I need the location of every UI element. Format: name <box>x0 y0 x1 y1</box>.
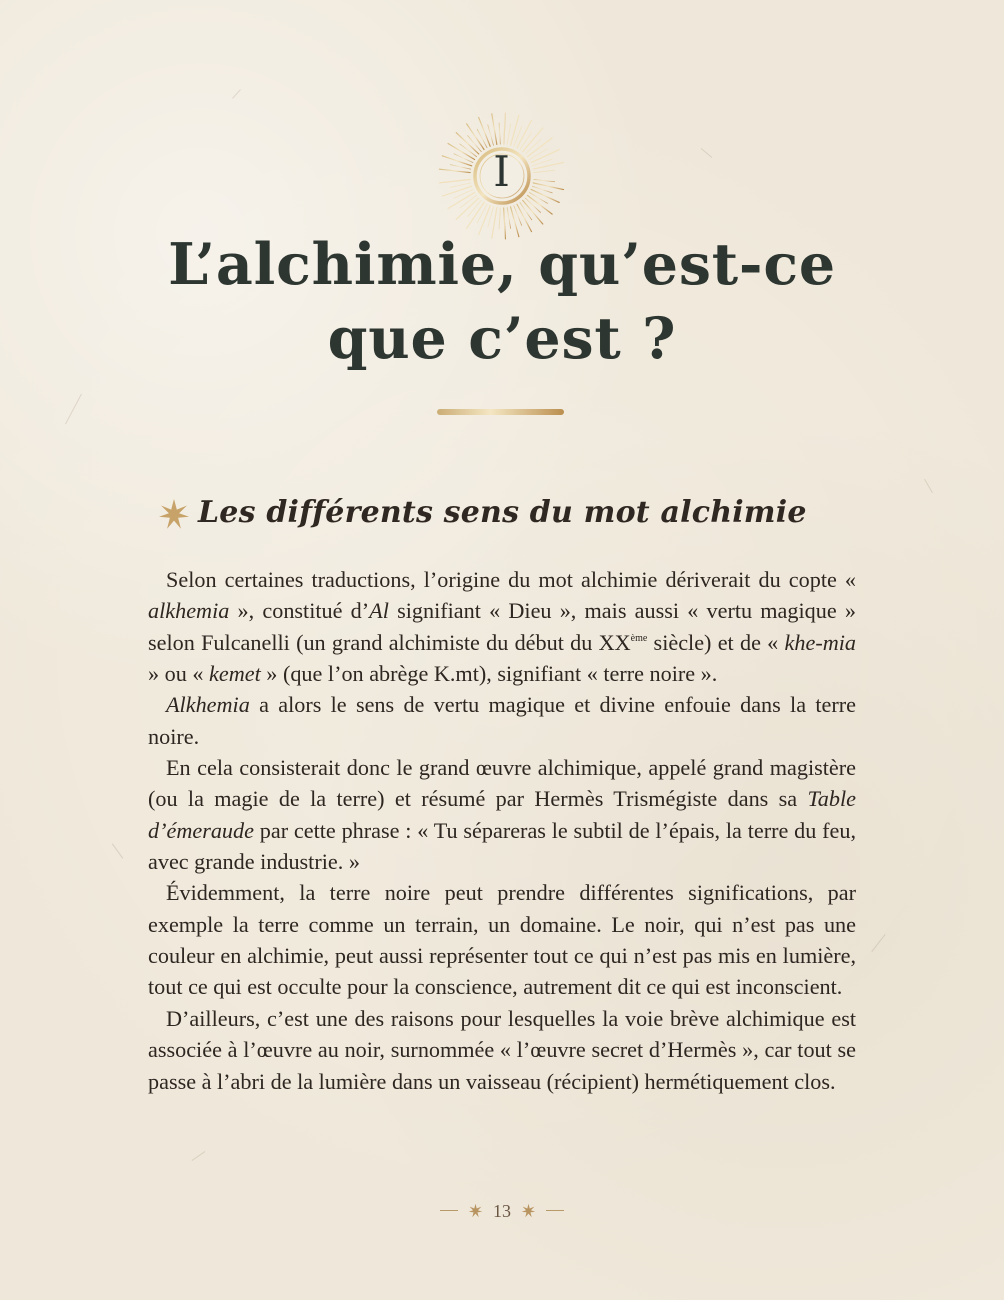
sunburst-ray <box>477 129 487 148</box>
sunburst-ray <box>507 208 510 229</box>
sunburst-ray <box>504 113 506 144</box>
star-icon <box>521 1203 536 1218</box>
sunburst-ray <box>499 123 500 144</box>
paragraph: D’ailleurs, c’est une des raisons pour lesquelles la voie brève alchimique est associée à l’œuvre au noir, surnommée « l’œuvre secret d’Hermès », car tout se passe à l’abri de la lumière dans un vaisseau (récipient) hermétiquement clos. <box>148 1005 856 1094</box>
sunburst-ray <box>479 117 490 146</box>
body-text <box>148 564 856 1097</box>
text-span: siècle) et de « <box>647 629 785 655</box>
sunburst-ray <box>507 124 510 145</box>
paragraph <box>148 752 856 877</box>
sunburst-ray <box>499 208 500 229</box>
text-span: signifiant « Dieu », mais aussi « vertu magique » selon Fulcanelli (un grand alchimiste du début du <box>148 598 856 655</box>
star-icon <box>468 1203 483 1218</box>
chapter-emblem <box>432 106 572 246</box>
text-span: a alors le sens de vertu magique et divine enfouie dans la terre noire. <box>148 692 856 749</box>
chapter-title <box>112 228 892 376</box>
text-span: Selon certaines traductions, l’origine du mot alchimie dériverait du copte « <box>166 567 856 592</box>
title-divider <box>437 409 564 415</box>
page-number: 13 <box>493 1200 511 1221</box>
footer-rule <box>440 1210 458 1211</box>
paragraph: Évidemment, la terre noire peut prendre différentes significations, par exemple la terre comme un terrain, un domaine. Le noir, qui n’est pas une couleur en alchimie, peut aussi représenter tout ce qui n’est pas mis en lumière, tout ce qui est occulte pour la conscience, autrement dit ce qui est inconscient. <box>148 880 856 1000</box>
paragraph <box>148 564 856 689</box>
chapter-number: I <box>493 147 511 196</box>
paragraph <box>148 689 856 752</box>
text-span: » ou « <box>148 661 210 687</box>
star-icon <box>158 498 190 530</box>
italic-term: Alkhemia <box>166 692 250 718</box>
paper-fiber <box>112 843 123 858</box>
italic-term: alkhemia <box>148 598 230 624</box>
section-heading-block <box>158 494 807 536</box>
text-span: par cette phrase : « Tu sépareras le subtil de l’épais, la terre du feu, avec grande industrie. » <box>148 817 856 875</box>
footer-rule <box>546 1210 564 1211</box>
text-span: » (que l’on abrège K.mt), signifiant « terre noire ». <box>260 661 718 687</box>
paper-fiber <box>232 89 241 99</box>
chapter-title-line: L’alchimie, qu’est-ce <box>168 231 836 298</box>
sunburst-ray <box>477 204 487 223</box>
sunburst-ray <box>492 114 497 145</box>
italic-term: Al <box>369 598 389 624</box>
sunburst-ray <box>511 115 519 145</box>
paper-fiber <box>871 934 885 952</box>
sunburst-ray <box>520 132 532 149</box>
paper-fiber <box>192 1151 206 1161</box>
century-text: XX <box>598 629 631 655</box>
chapter-title-line: que c’est ? <box>327 305 677 372</box>
superscript: ème <box>630 632 648 644</box>
italic-term: khe-mia <box>784 629 857 655</box>
italic-term: kemet <box>209 661 261 687</box>
paper-fiber <box>701 148 712 158</box>
italic-term: Table d’émeraude <box>148 786 856 843</box>
sunburst-ray <box>520 202 532 219</box>
sunburst-ray <box>529 193 547 204</box>
paper-fiber <box>924 479 933 493</box>
footer-ornament <box>440 1199 564 1223</box>
text-span: », constitué d’ <box>229 598 370 624</box>
paper-fiber <box>65 394 82 424</box>
text-span: En cela consisterait donc le grand œuvre alchimique, appelé grand magistère (ou la magie de la terre) et résumé par Hermès Trismégiste dans sa <box>148 755 856 812</box>
page-footer <box>0 1193 1004 1223</box>
section-heading: Les différents sens du mot alchimie <box>198 495 807 530</box>
